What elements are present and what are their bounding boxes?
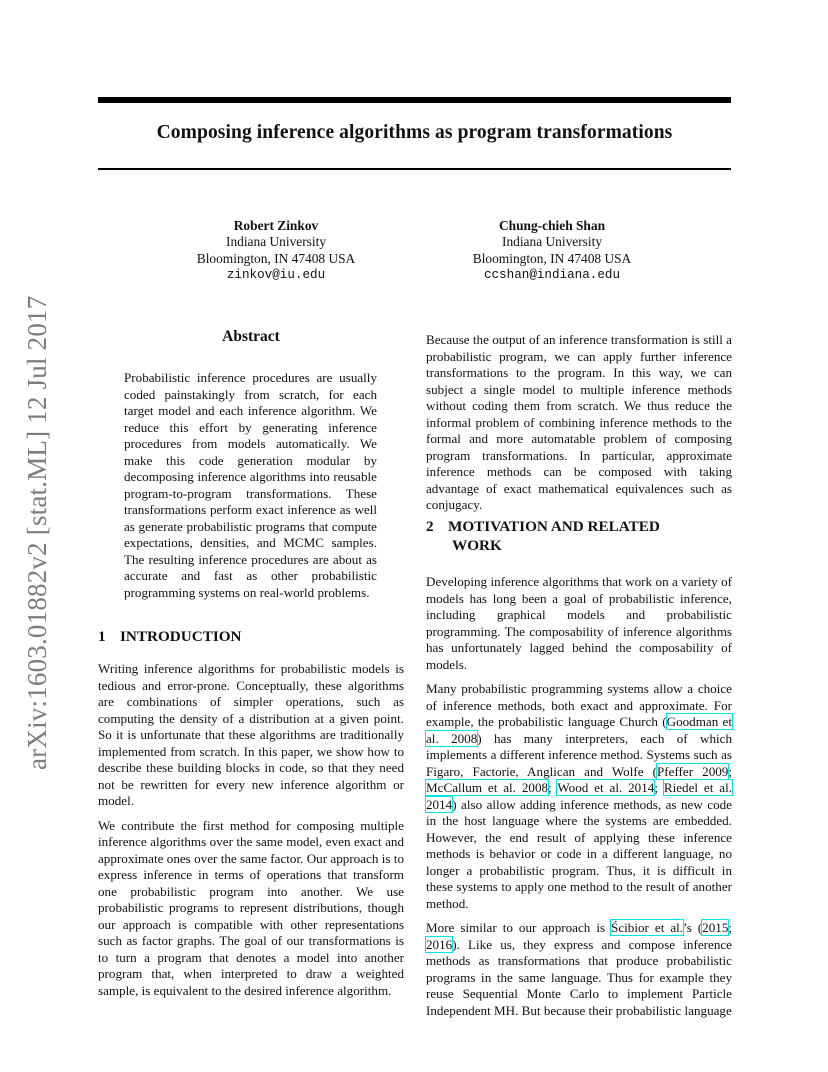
text-run: ; [728, 763, 732, 779]
citation-link[interactable]: 2016 [426, 936, 453, 952]
top-rule [98, 97, 731, 103]
citation-link[interactable]: 2015 [702, 920, 729, 935]
paragraph: Developing inference algorithms that work on a variety of models has long been a goal of probabilistic inference, including graphical models and probabilistic programming. The composability of inference algorithms has unfortunately lagged behind the composability of models. [426, 574, 732, 672]
citation-link[interactable]: Riedel et al. 2014 [426, 780, 732, 812]
section-number: 2 [426, 518, 434, 535]
arxiv-identifier: arXiv:1603.01882v2 [stat.ML] 12 Jul 2017 [22, 295, 52, 770]
text-run: ) also allow adding inference methods, as new code in the host language where the systems are embedded. However, the end result of applying these inference methods is behavior or code in a different language, no longer a probabilistic program. Thus, it is difficult in these systems to apply one method to the result of another method. [426, 796, 732, 911]
section-title: MOTIVATION AND RELATED [448, 518, 660, 535]
author-name: Chung-chieh Shan [498, 218, 606, 233]
right-intro-paragraph: Because the output of an inference transformation is still a probabilistic program, we can apply further inference transformations to the program. In this way, we can subject a single model to multiple inference methods without coding them from scratch. We thus reduce the informal problem of combining inference methods to the formal and more automatable problem of composing program transformations. In particular, approximate inference methods can be composed with taking advantage of exact mathematical equivalences such as conjugacy. [426, 332, 732, 512]
author-email: zinkov@iu.edu [226, 268, 326, 283]
citation-link[interactable]: Goodman et al. 2008 [426, 714, 732, 746]
paragraph: Writing inference algorithms for probabilistic models is tedious and error-prone. Conceptually, these algorithms are combinations of simpler operations, such as computing the density of a distribution at a given point. So it is unfortunate that these algorithms are traditionally implemented from scratch. In this paper, we show how to describe these building blocks in code, so that they need not be rewritten for every new inference algorithm or model. [98, 661, 404, 808]
title-rule [98, 168, 731, 170]
text-run: Many probabilistic programming systems allow a choice of inference methods, both exact and approximate. For example, the probabilistic language Church ( [426, 681, 732, 729]
section-title: INTRODUCTION [120, 628, 242, 645]
text-run: ’s ( [683, 920, 703, 935]
author-block-2 [452, 218, 652, 284]
abstract-heading: Abstract [222, 328, 280, 345]
text-run: ). Like us, they express and compose inference methods as transformations that produce probabilistic programs in the same language. Thus for example they reuse Sequential Monte Carlo to implement Particle Independent MH. But because their probabilistic language [426, 936, 732, 1018]
section-2-heading [426, 517, 726, 555]
author-block-1 [176, 218, 376, 284]
author-affiliation: Indiana University [225, 234, 327, 250]
text-run: ; [654, 780, 664, 795]
text-run: ; [548, 780, 558, 795]
section-1-body [98, 661, 404, 1007]
citation-link[interactable]: McCallum et al. 2008 [426, 780, 549, 795]
paper-title: Composing inference algorithms as program transformations [156, 122, 673, 143]
author-email: ccshan@indiana.edu [483, 268, 621, 283]
section-title-line2: WORK [452, 537, 502, 554]
text-run: ) has many interpreters, each of which implements a different inference method. Systems such as Figaro, Factorie, Anglican and Wolfe ( [426, 730, 733, 779]
text-run: More similar to our approach is [426, 920, 612, 935]
author-address: Bloomington, IN 47408 USA [196, 250, 356, 266]
section-2-body [426, 574, 732, 1027]
author-affiliation: Indiana University [501, 234, 603, 250]
author-name: Robert Zinkov [233, 218, 319, 233]
text-run: ; [728, 920, 732, 935]
section-1-heading [98, 627, 242, 646]
citation-link[interactable]: Ścibior et al. [611, 920, 684, 935]
abstract-text: Probabilistic inference procedures are usually coded painstakingly from scratch, for each target model and each inference algorithm. We reduce this effort by generating inference procedures from models automatically. We make this code generation modular by decomposing inference algorithms into reusable program-to-program transformations. These transformations perform exact inference as well as generate probabilistic programs that compute expectations, densities, and MCMC samples. The resulting inference procedures are about as accurate and fast as other probabilistic programming systems on real-world problems. [124, 370, 377, 600]
paragraph [426, 681, 732, 912]
section-number: 1 [98, 628, 106, 645]
citation-link[interactable]: Pfeffer 2009 [656, 763, 729, 779]
paragraph: We contribute the first method for composing multiple inference algorithms over the same model, even exact and approximate ones over the same factor. Our approach is to express inference in terms of operations that transform one probabilistic program into another. We use probabilistic programs to represent distributions, though our approach is compatible with other representations such as factor graphs. The goal of our transformations is to turn a program that denotes a model into another program that, when interpreted to draw a weighted sample, is equivalent to the desired inference algorithm. [98, 817, 404, 998]
paragraph [426, 920, 732, 1019]
citation-link[interactable]: Wood et al. 2014 [557, 780, 655, 795]
author-address: Bloomington, IN 47408 USA [472, 250, 632, 266]
